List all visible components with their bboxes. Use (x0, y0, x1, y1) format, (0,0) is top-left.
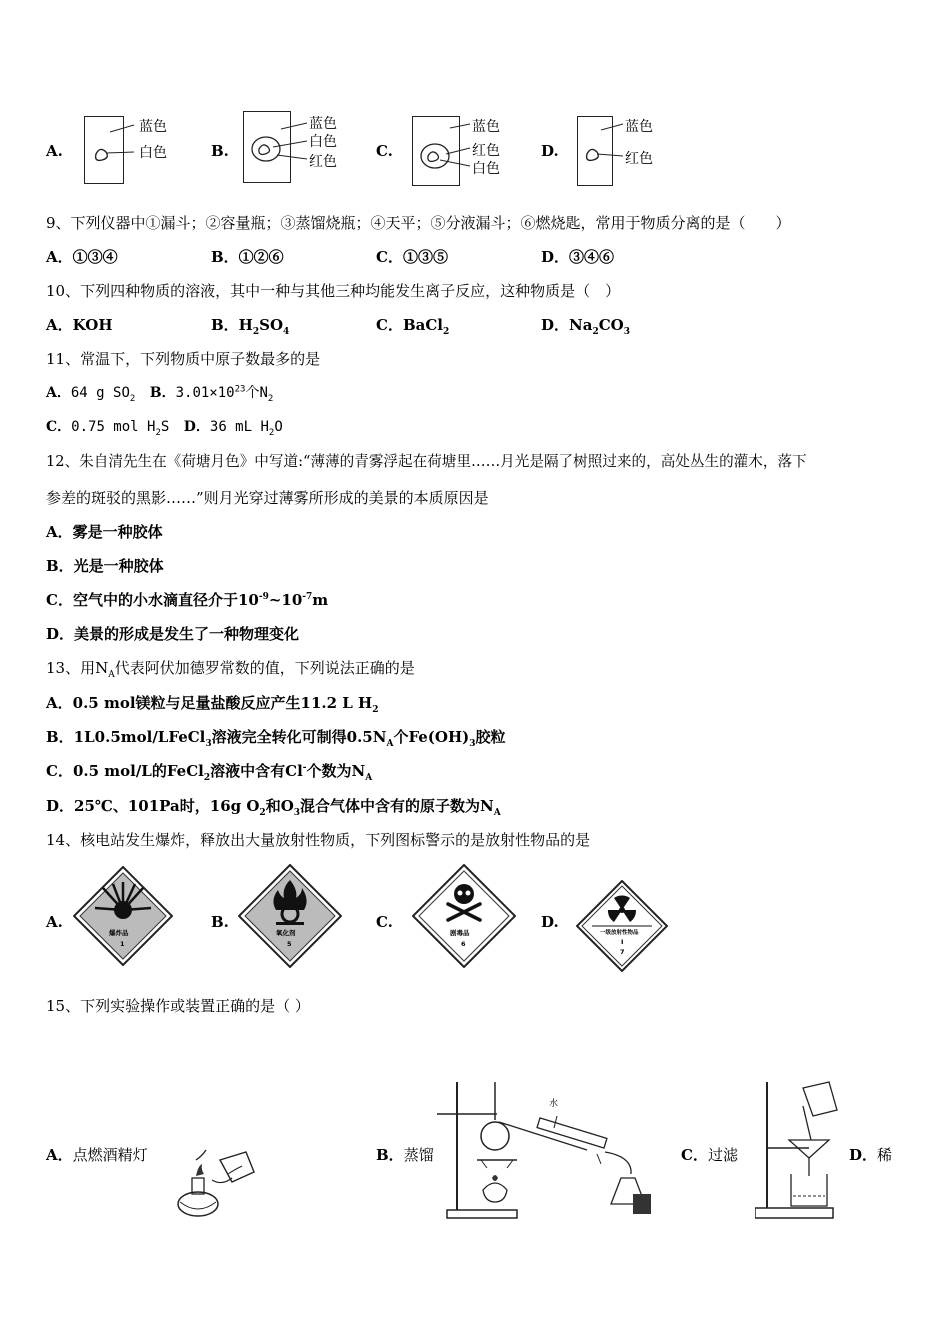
q10-option-c: C．BaCl$_2$ (376, 316, 450, 337)
q10-option-d: D．$Na_2CO_3$ (541, 316, 630, 337)
q13-stem: 13、用$N_A$代表阿伏加德罗常数的值，下列说法正确的是 (46, 659, 415, 680)
radioactive-sign-extra: I (621, 938, 624, 946)
q8-option-b-letter: B. (211, 142, 229, 160)
skull-crossbones-icon (412, 864, 516, 968)
q14-option-b-letter: B. (211, 913, 229, 931)
q9-option-b: B．①②⑥ (211, 248, 284, 266)
q10-stem: 10、下列四种物质的溶液，其中一种与其他三种均能发生离子反应，这种物质是（ ） (46, 282, 621, 300)
q10-option-b: B．$H_2SO_4$ (211, 316, 290, 337)
q11-stem: 11、常温下，下列物质中原子数最多的是 (46, 350, 321, 368)
q9-option-a: A．①③④ (46, 248, 118, 266)
q14-option-a-letter: A. (46, 913, 63, 931)
q8-option-d-letter: D. (541, 142, 559, 160)
q9-option-d: D．③④⑥ (541, 248, 615, 266)
q14-toxic-sign (412, 864, 516, 968)
q15-option-a: A．点燃酒精灯 (46, 1146, 148, 1164)
q15-filtration-figure (755, 1078, 845, 1220)
q14-oxidizer-sign (238, 864, 342, 968)
radioactive-sign-num: 7 (620, 948, 625, 956)
q8-c-label-2: 红色 (472, 143, 500, 159)
q13-option-a: A．0.5 mol镁粒与足量盐酸反应产生11.2 L $H_2$ (46, 694, 379, 715)
q9-stem: 9、下列仪器中①漏斗；②容量瓶；③蒸馏烧瓶；④天平；⑤分液漏斗；⑥燃烧匙，常用于物质分离的是（ ） (46, 214, 791, 232)
q8-option-a-letter: A. (46, 142, 63, 160)
explosive-sign-num: 1 (120, 940, 125, 948)
q8-option-c-letter: C. (376, 142, 393, 160)
q15-option-c: C．过滤 (681, 1146, 738, 1164)
oxidizer-icon (238, 864, 342, 968)
q8-a-label-1: 蓝色 (139, 119, 167, 135)
q13-option-c: C．0.5 mol/L的FeCl$_2$溶液中含有Cl-个数为$N_A$ (46, 762, 373, 783)
q12-option-b: B．光是一种胶体 (46, 557, 164, 575)
q14-option-d-letter: D. (541, 913, 559, 931)
q12-option-a: A．雾是一种胶体 (46, 523, 163, 541)
q9-option-c: C．①③⑤ (376, 248, 448, 266)
toxic-sign-num: 6 (461, 940, 466, 948)
oxidizer-sign-text: 氧化剂 (276, 929, 296, 937)
q11-options-cd: C．0.75 mol $H_2S$ D．36 mL $H_2O$ (46, 419, 283, 438)
q8-d-label-2: 红色 (625, 151, 653, 167)
q15-option-d: D．稀 (849, 1146, 893, 1164)
q12-option-d: D．美景的形成是发生了一种物理变化 (46, 625, 300, 643)
q15-lamp-figure (168, 1130, 258, 1222)
q12-stem-line2: 参差的斑驳的黑影……”则月光穿过薄雾所形成的美景的本质原因是 (46, 489, 489, 507)
radioactive-sign-text: 一级放射性物品 (600, 930, 639, 936)
q8-d-label-1: 蓝色 (625, 119, 653, 135)
explosive-icon (73, 866, 173, 966)
explosive-sign-text: 爆炸品 (109, 929, 129, 937)
q8-c-label-1: 蓝色 (472, 119, 500, 135)
toxic-sign-text: 剧毒品 (450, 929, 470, 937)
q12-stem-line1: 12、朱自清先生在《荷塘月色》中写道:“薄薄的青雾浮起在荷塘里……月光是隔了树照过来的，高处丛生的灌木，落下 (46, 453, 807, 470)
q13-option-b: B．1L0.5mol/LFeCl$_3$溶液完全转化可制得$0.5N_A$个$Fe(OH)_3$胶粒 (46, 728, 506, 749)
q8-b-label-2: 白色 (309, 134, 337, 150)
q8-c-label-3: 白色 (472, 161, 500, 177)
q12-option-c: C．空气中的小水滴直径介于$10^{-9}\sim 10^{-7}m$ (46, 591, 329, 609)
q8-b-label-1: 蓝色 (309, 116, 337, 132)
radioactive-icon (576, 880, 668, 972)
oxidizer-sign-num: 5 (287, 940, 292, 948)
q15-distillation-figure (437, 1078, 662, 1222)
q15-option-b: B．蒸馏 (376, 1146, 434, 1164)
q15-water-label: 水 (549, 1099, 559, 1109)
q10-option-a: A．KOH (46, 316, 113, 334)
q11-options-ab: A．64 g $SO_2$ B．$3.01\times 10^{23}$个$N_2$ (46, 384, 274, 404)
q15-stem: 15、下列实验操作或装置正确的是（ ） (46, 997, 310, 1015)
alcohol-lamp-icon (168, 1130, 258, 1222)
q14-explosive-sign (73, 866, 173, 966)
q13-option-d: D．25℃、101Pa时，16g $O_2$和$O_3$混合气体中含有的原子数为$N_A$ (46, 797, 501, 818)
q14-option-c-letter: C. (376, 913, 393, 931)
q8-b-label-3: 红色 (309, 154, 337, 170)
filtration-apparatus-icon (755, 1078, 845, 1220)
q14-stem: 14、核电站发生爆炸，释放出大量放射性物质，下列图标警示的是放射性物品的是 (46, 831, 591, 849)
q8-a-label-2: 白色 (139, 145, 167, 161)
q14-radioactive-sign (576, 880, 668, 972)
